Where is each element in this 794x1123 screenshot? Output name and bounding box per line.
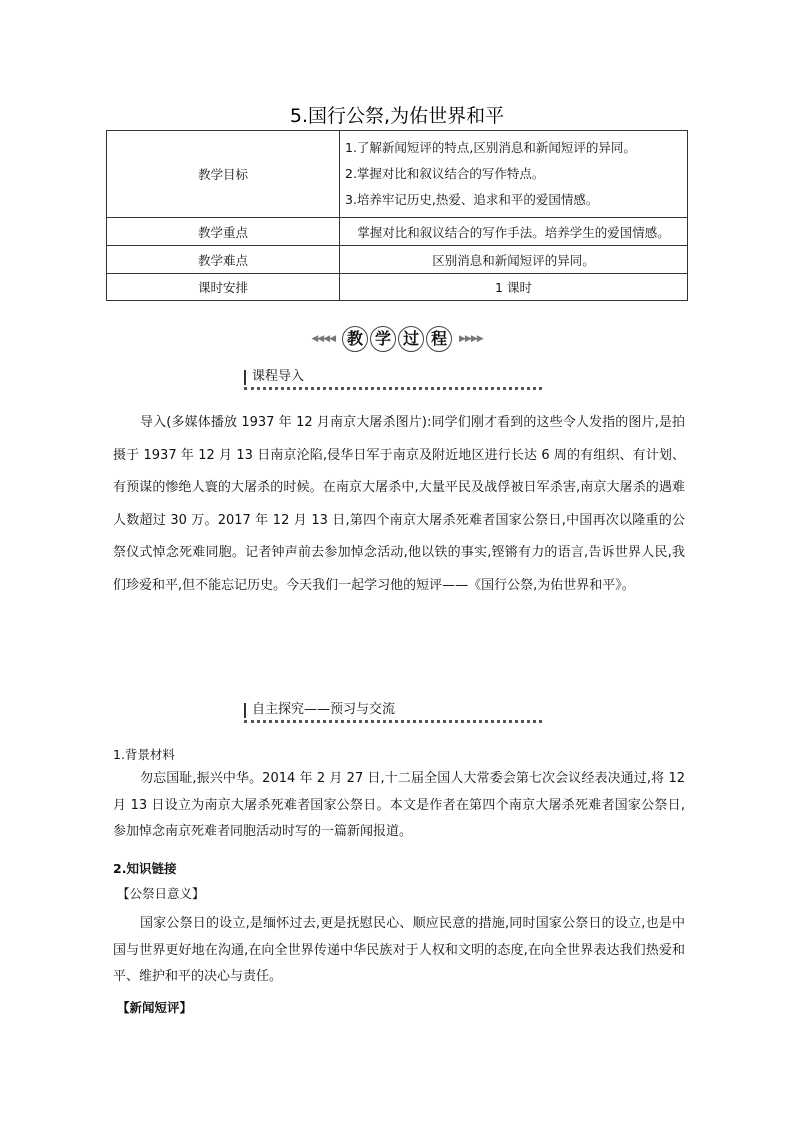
- table-row: [107, 246, 688, 274]
- heading-bar-icon: [244, 703, 246, 718]
- right-arrows-icon: ▶▶▶▶: [459, 334, 483, 344]
- heading-bar-icon: [244, 370, 246, 385]
- section-title: 自主探究——预习与交流: [252, 702, 396, 717]
- dotted-rule: [244, 387, 542, 390]
- left-arrows-icon: ◀◀◀◀: [311, 334, 335, 344]
- intro-paragraph: 导入(多媒体播放 1937 年 12 月南京大屠杀图片):同学们刚才看到的这些令人发指的图片,是拍摄于 1937 年 12 月 13 日南京沦陷,侵华日军于南京及附近地区进行长达 6 周的有组织、有计划、有预谋的惨绝人寰的大屠杀的时候。在南京大屠杀中,大量平民及战俘被日军杀害,南京大屠杀的遇难人数超过 30 万。2017 年 12 月 13 日,第四个南京大屠杀死难者国家公祭日,中国再次以隆重的公祭仪式悼念死难同胞。记者钟声前去参加悼念活动,他以铁的事实,铿锵有力的语言,告诉世界人民,我们珍爱和平,但不能忘记历史。今天我们一起学习他的短评——《国行公祭,为佑世界和平》。: [113, 415, 685, 593]
- process-char: 学: [370, 326, 396, 352]
- process-char: 程: [426, 326, 452, 352]
- row-value-focus: 掌握对比和叙议结合的写作手法。培养学生的爱国情感。: [340, 218, 688, 246]
- process-char: 过: [398, 326, 424, 352]
- row-label-schedule: 课时安排: [107, 274, 340, 301]
- goal-item: 3.培养牢记历史,热爱、追求和平的爱国情感。: [345, 192, 599, 207]
- background-paragraph: 勿忘国耻,振兴中华。2014 年 2 月 27 日,十二届全国人大常委会第七次会议经表决通过,将 12 月 13 日设立为南京大屠杀死难者国家公祭日。本文是作者在第四个南京大屠杀死难者国家公祭日,参加悼念南京死难者同胞活动时写的一篇新闻报道。: [113, 771, 685, 839]
- table-row: [107, 131, 688, 218]
- page-title: 5.国行公祭,为佑世界和平: [289, 105, 505, 127]
- row-value-schedule: 1 课时: [340, 274, 688, 301]
- goal-item: 1.了解新闻短评的特点,区别消息和新闻短评的异同。: [345, 140, 636, 155]
- teaching-process-banner: [0, 325, 794, 353]
- row-label-difficulty: 教学难点: [107, 246, 340, 274]
- table-row: [107, 274, 688, 301]
- background-heading: 1.背景材料: [113, 747, 175, 762]
- dotted-rule: [244, 720, 542, 723]
- knowledge-heading: 2.知识链接: [113, 861, 177, 876]
- section-title: 课程导入: [252, 369, 305, 384]
- section-heading-explore: [244, 701, 542, 723]
- news-heading: 【新闻短评】: [117, 1000, 193, 1015]
- table-row: [107, 218, 688, 246]
- row-label-goals: 教学目标: [107, 131, 340, 218]
- section-heading-intro: [244, 368, 542, 390]
- row-label-focus: 教学重点: [107, 218, 340, 246]
- process-title: [341, 326, 453, 352]
- memorial-paragraph: 国家公祭日的设立,是缅怀过去,更是抚慰民心、顺应民意的措施,同时国家公祭日的设立,也是中国与世界更好地在沟通,在向全世界传递中华民族对于人权和文明的态度,在向全世界表达我们热爱和平、维护和平的决心与责任。: [113, 916, 685, 984]
- goals-list: [340, 131, 688, 218]
- lesson-plan-table: [106, 130, 688, 301]
- goal-item: 2.掌握对比和叙议结合的写作特点。: [345, 166, 545, 181]
- process-char: 教: [342, 326, 368, 352]
- memorial-heading: 【公祭日意义】: [117, 886, 205, 901]
- row-value-difficulty: 区别消息和新闻短评的异同。: [340, 246, 688, 274]
